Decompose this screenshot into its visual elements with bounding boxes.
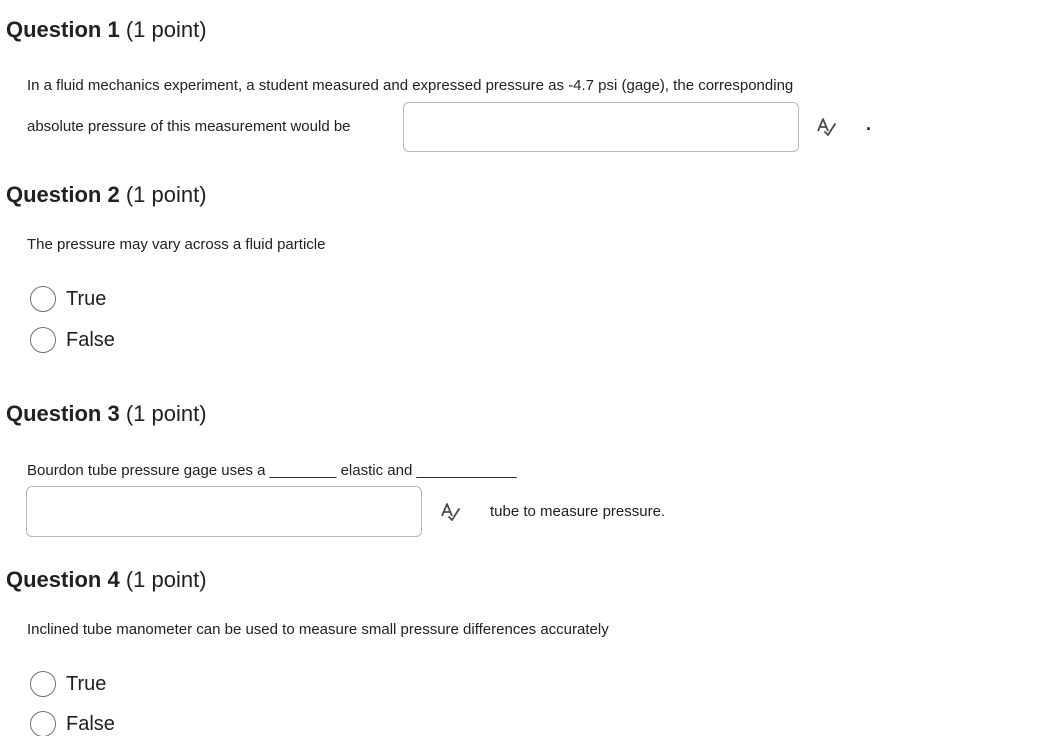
question-2-option-true[interactable] — [30, 284, 106, 314]
question-3-text-line1: Bourdon tube pressure gage uses a ________ elastic and ____________ — [27, 462, 517, 479]
spell-check-icon[interactable] — [815, 116, 837, 138]
radio-label: False — [66, 713, 115, 735]
question-3-label: Question 3 — [6, 401, 120, 426]
question-1-text-line2: absolute pressure of this measurement would be — [27, 118, 351, 135]
radio-label: True — [66, 288, 107, 310]
question-4-title — [6, 566, 207, 594]
question-1-title — [6, 16, 207, 44]
question-1-points: (1 point) — [125, 17, 207, 42]
radio-button[interactable] — [30, 711, 56, 736]
question-2-title — [6, 181, 207, 209]
question-1-text-line1: In a fluid mechanics experiment, a student measured and expressed pressure as -4.7 psi (gage), the corresponding — [27, 77, 794, 94]
radio-label: False — [66, 329, 115, 351]
question-2-text: The pressure may vary across a fluid particle — [27, 236, 326, 253]
question-4-text: Inclined tube manometer can be used to measure small pressure differences accurately — [27, 621, 609, 638]
question-1-label: Question 1 — [6, 17, 120, 42]
question-4-option-false[interactable] — [30, 709, 115, 736]
question-1-trailing-text: . — [866, 114, 872, 134]
spell-check-icon[interactable] — [439, 501, 461, 523]
radio-button[interactable] — [30, 327, 56, 353]
question-4-points: (1 point) — [125, 567, 207, 592]
radio-label: True — [66, 673, 107, 695]
question-1-answer-input[interactable] — [403, 102, 799, 152]
question-3-points: (1 point) — [125, 401, 207, 426]
question-2-label: Question 2 — [6, 182, 120, 207]
radio-button[interactable] — [30, 286, 56, 312]
question-2-points: (1 point) — [125, 182, 207, 207]
question-3-answer-input[interactable] — [26, 486, 422, 537]
question-4-label: Question 4 — [6, 567, 120, 592]
question-3-trailing-text: tube to measure pressure. — [490, 503, 666, 520]
radio-button[interactable] — [30, 671, 56, 697]
question-4-option-true[interactable] — [30, 669, 106, 699]
question-2-option-false[interactable] — [30, 325, 115, 355]
question-3-title — [6, 400, 207, 428]
